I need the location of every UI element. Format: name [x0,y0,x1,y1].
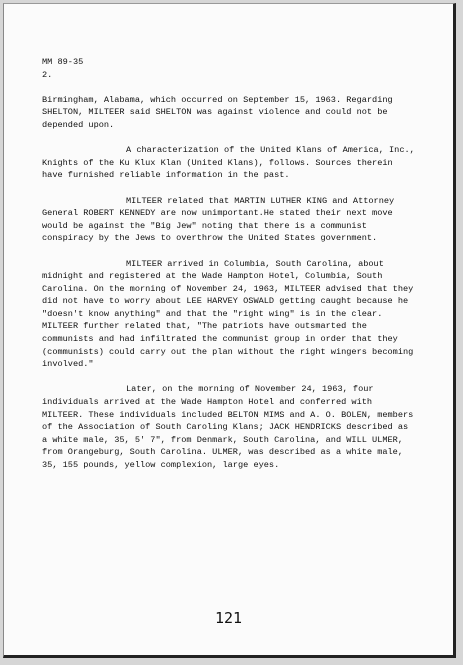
paragraph-2: A characterization of the United Klans of America, Inc., Knights of the Ku Klux Klan (United Klans), follows. Sources therein have furnished reliable information in the past. [42,145,415,181]
document-page [3,3,456,658]
paragraph-5: Later, on the morning of November 24, 1963, four individuals arrived at the Wade Hampton Hotel and conferred with MILTEER. These individuals included BELTON MIMS and A. O. BOLEN, members of the Association of South Caroling Klans; JACK HENDRICKS described as a white male, 35, 5' 7", from Denmark, South Carolina, and WILL ULMER, from Orangeburg, South Carolina. ULMER, was described as a white male, 35, 155 pounds, yellow complexion, large eyes. [42,384,414,470]
paragraph-3: MILTEER related that MARTIN LUTHER KING and Attorney General ROBERT KENNEDY are now unimportant.He stated their next move would be against the "Big Jew" noting that there is a communist conspiracy by the Jews to overthrow the United States government. [42,195,395,244]
page-number: 121 [214,609,243,627]
file-number: MM 89-35 [42,57,84,67]
paragraph-4: MILTEER arrived in Columbia, South Carolina, about midnight and registered at the Wade Hampton Hotel, Columbia, South Carolina. On the morning of November 24, 1963, MILTEER advised that they did not have to worry about LEE HARVEY OSWALD getting caught because he "doesn't know anything" and that the "right wing" is in the clear. MILTEER further related that, "The patriots have outsmarted the communists and had infiltrated the communist group in order that they (communists) could carry out the plan without the right wingers becoming involved." [42,258,414,370]
page-marker: 2. [42,69,53,80]
paragraph-1: Birmingham, Alabama, which occurred on September 15, 1963. Regarding SHELTON, MILTEER said SHELTON was against violence and could not be depended upon. [42,94,393,130]
document-body [42,56,418,484]
